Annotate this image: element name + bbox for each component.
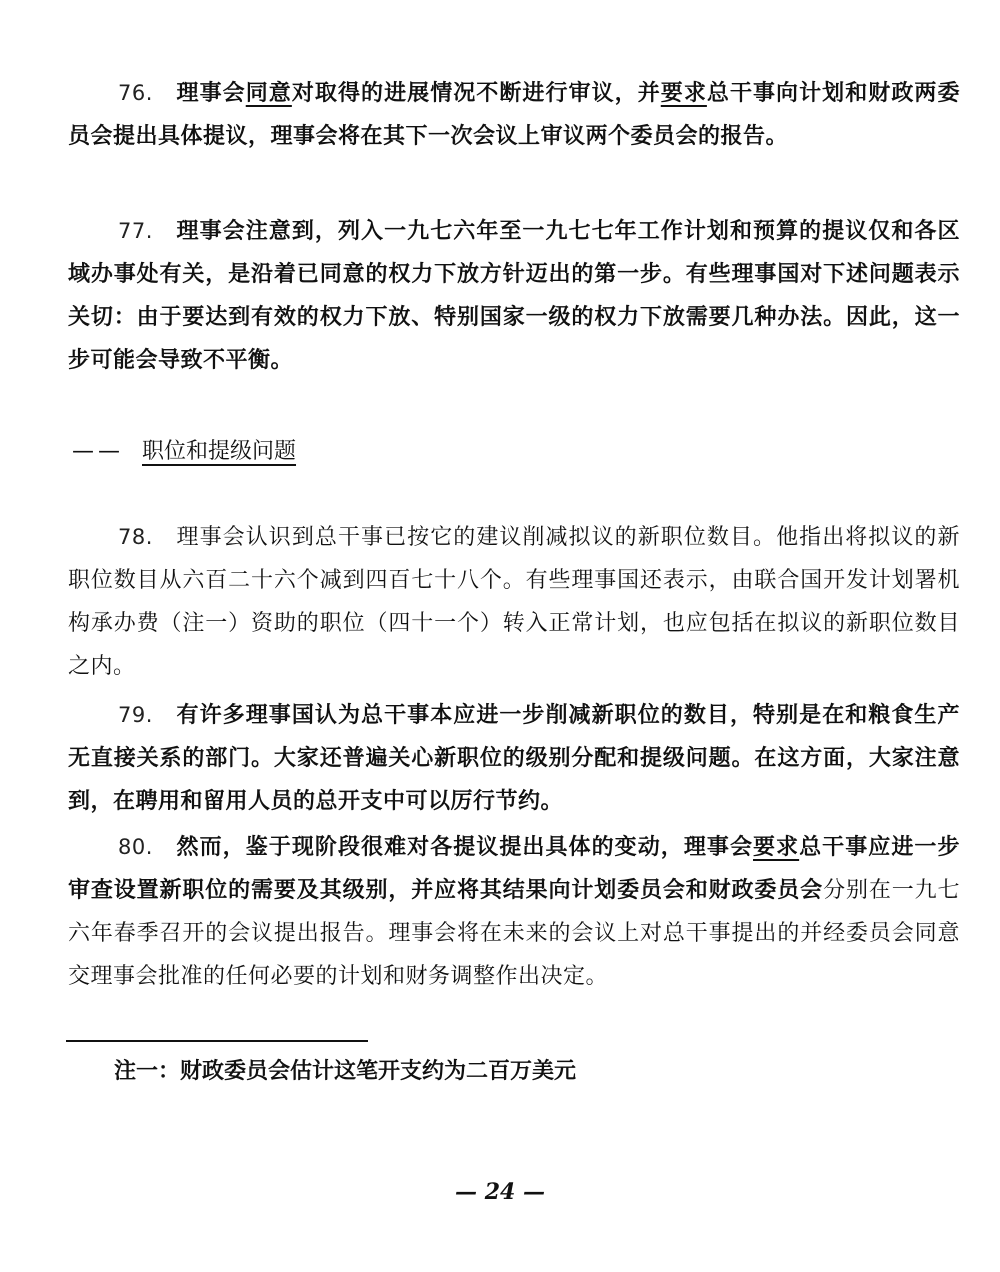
paragraph-number: 78. bbox=[118, 525, 153, 549]
paragraph-77 bbox=[68, 210, 960, 382]
emphasis-request: 要求 bbox=[753, 835, 800, 860]
paragraph-text: 理事会认识到总干事已按它的建议削减拟议的新职位数目。他指出将拟议的新职位数目从六百二十六个减到四百七十八个。有些理事国还表示，由联合国开发计划署机构承办费（注一）资助的职位（四十一个）转入正常计划，也应包括在拟议的新职位数目之内。 bbox=[68, 525, 960, 679]
paragraph-text: 理事会注意到，列入一九七六年至一九七七年工作计划和预算的提议仅和各区域办事处有关，是沿着已同意的权力下放方针迈出的第一步。有些理事国对下述问题表示关切：由于要达到有效的权力下放、特别国家一级的权力下放需要几种办法。因此，这一步可能会导致不平衡。 bbox=[68, 219, 960, 373]
section-heading bbox=[72, 432, 296, 472]
paragraph-80: 80. 然而，鉴于现阶段很难对各提议提出具体的变动，理事会要求总干事应进一步审查设置新职位的需要及其级别，并应将其结果向计划委员会和财政委员会分别在一九七六年春季召开的会议提出报告。理事会将在未来的会议上对总干事提出的并经委员会同意交理事会批准的任何必要的计划和财务调整作出决定。 bbox=[68, 826, 960, 998]
paragraph-number: 77. bbox=[118, 219, 153, 243]
paragraph-number: 79. bbox=[118, 703, 153, 727]
heading-dash: —— bbox=[72, 439, 124, 464]
paragraph-text: 有许多理事国认为总干事本应进一步削减新职位的数目，特别是在和粮食生产无直接关系的部门。大家还普遍关心新职位的级别分配和提级问题。在这方面，大家注意到，在聘用和留用人员的总开支中可以厉行节约。 bbox=[68, 703, 960, 814]
footnote: 注一：财政委员会估计这笔开支约为二百万美元 bbox=[114, 1059, 577, 1084]
paragraph-79 bbox=[68, 694, 960, 823]
paragraph-76: 76. 理事会同意对取得的进展情况不断进行审议，并要求总干事向计划和财政两委员会提出具体提议，理事会将在其下一次会议上审议两个委员会的报告。 bbox=[68, 72, 960, 158]
paragraph-number: 76. bbox=[118, 81, 153, 105]
paragraph-78 bbox=[68, 516, 960, 688]
paragraph-number: 80. bbox=[118, 835, 153, 859]
footnote-divider bbox=[66, 1040, 368, 1042]
heading-title: 职位和提级问题 bbox=[142, 439, 297, 464]
page-number: — 24 — bbox=[455, 1179, 545, 1205]
emphasis-agree: 同意 bbox=[245, 81, 292, 106]
emphasis-request: 要求 bbox=[660, 81, 707, 106]
